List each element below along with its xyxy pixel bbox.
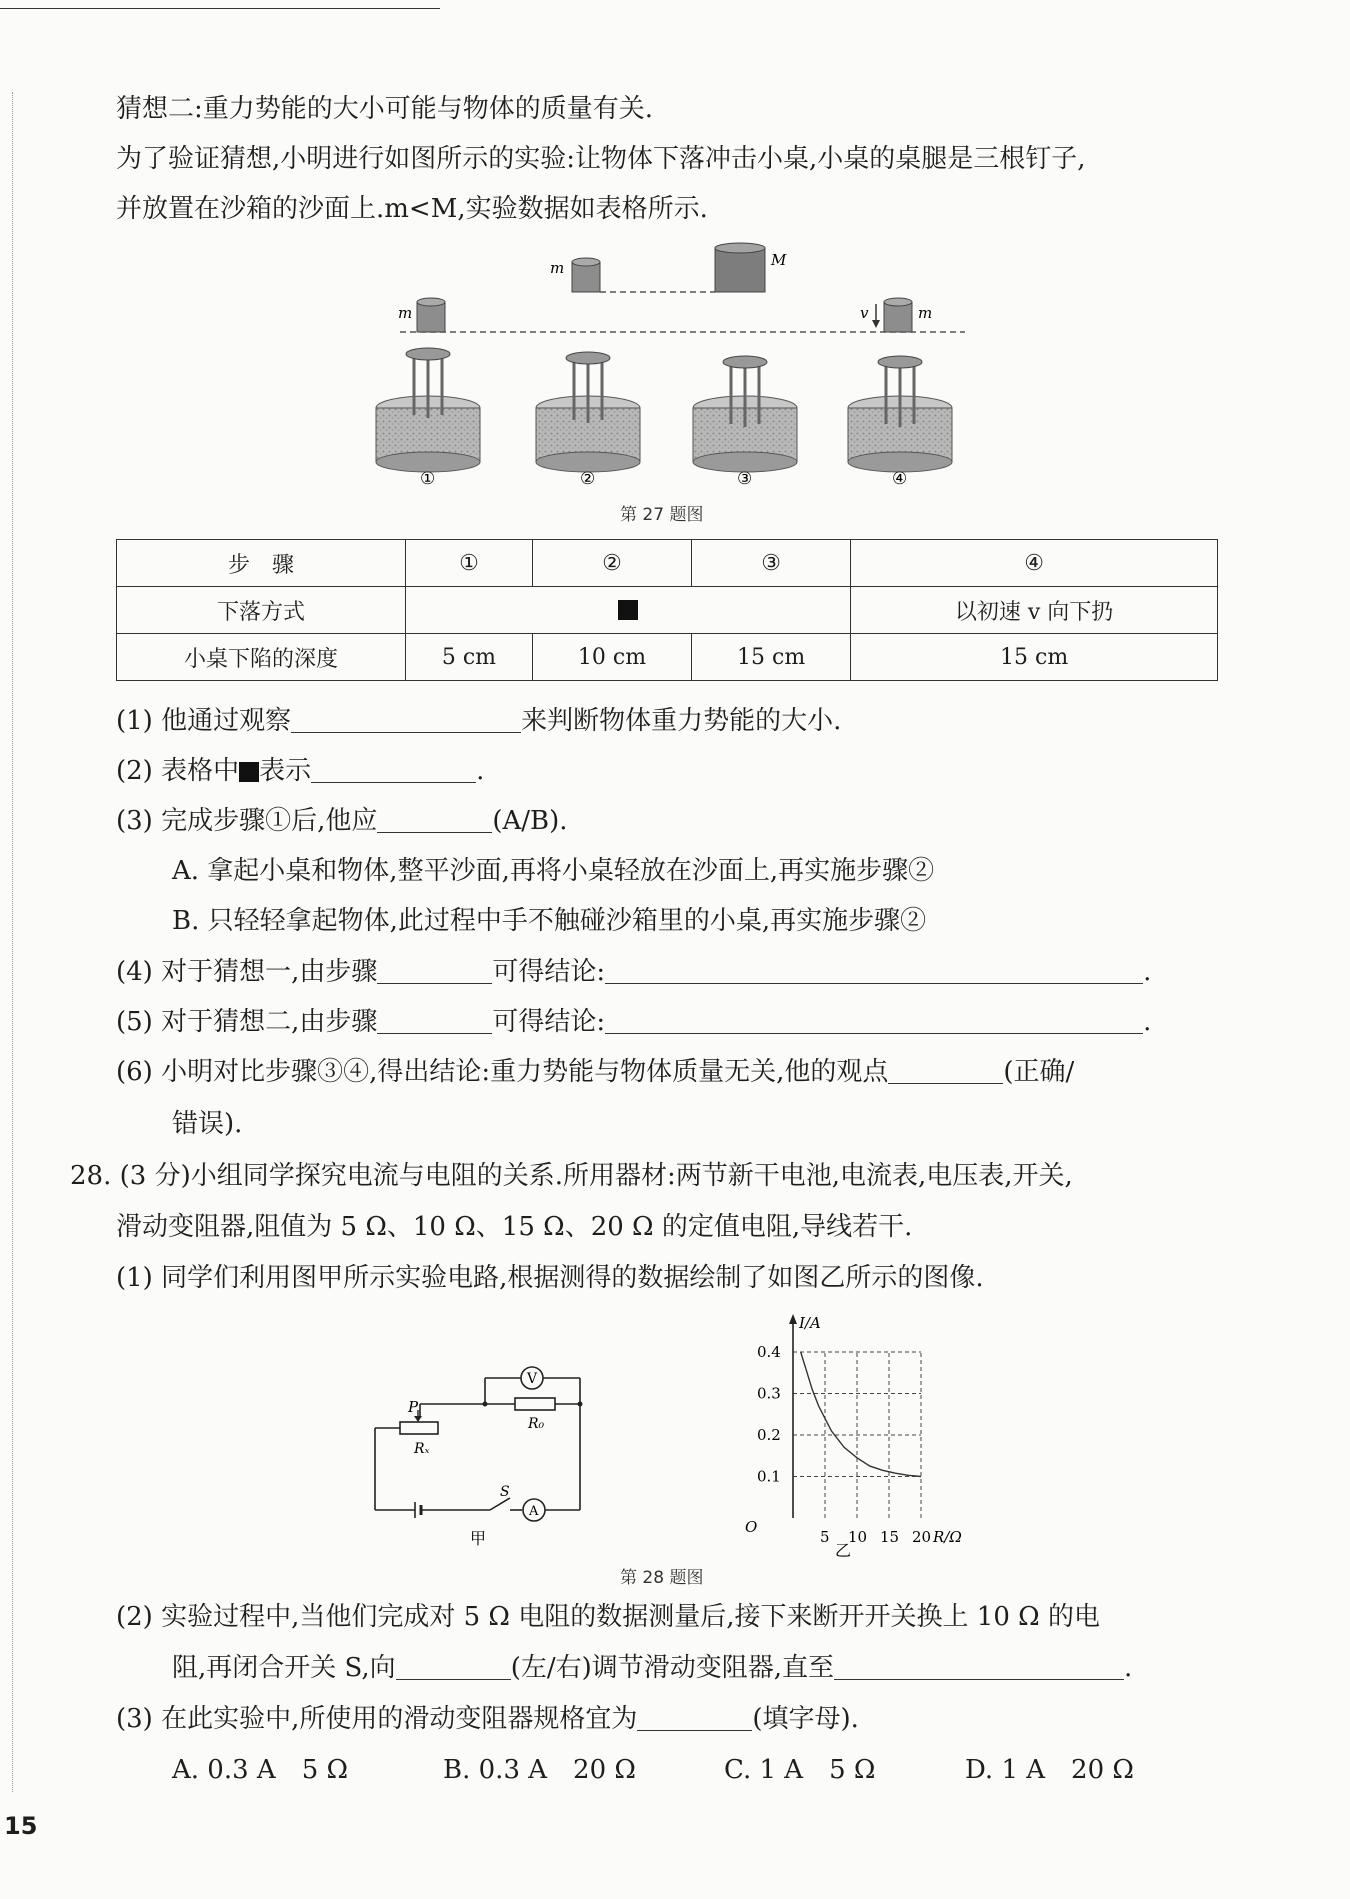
label-m: m bbox=[550, 259, 565, 277]
option-b: B. 0.3 A 20 Ω bbox=[443, 1755, 636, 1785]
q27-4: (4) 对于猜想一,由步骤 可得结论: . bbox=[116, 957, 1152, 987]
page-number: 15 bbox=[4, 1812, 38, 1840]
y-tick-label: 0.4 bbox=[757, 1343, 781, 1361]
label-S: S bbox=[500, 1484, 510, 1500]
q27-1: (1) 他通过观察 来判断物体重力势能的大小. bbox=[116, 706, 842, 736]
sandbox-1 bbox=[376, 348, 480, 472]
answer-blank[interactable] bbox=[291, 706, 521, 733]
guess-two: 猜想二:重力势能的大小可能与物体的质量有关. bbox=[116, 94, 654, 124]
answer-blank[interactable] bbox=[637, 1704, 752, 1731]
y-axis-label: I/A bbox=[799, 1314, 821, 1332]
label-m: m bbox=[918, 304, 933, 322]
intro-line: 为了验证猜想,小明进行如图所示的实验:让物体下落冲击小桌,小桌的桌腿是三根钉子, bbox=[116, 144, 1086, 174]
figure-28-caption: 第 28 题图 bbox=[620, 1568, 704, 1588]
graph-label: 乙 bbox=[835, 1541, 852, 1560]
label-M: M bbox=[771, 251, 787, 269]
step-label: ③ bbox=[737, 469, 753, 489]
table-cell: 以初速 v 向下扔 bbox=[851, 587, 1218, 634]
table-cell: 下落方式 bbox=[117, 587, 406, 634]
table-cell: 步 骤 bbox=[117, 540, 406, 587]
q28-1: (1) 同学们利用图甲所示实验电路,根据测得的数据绘制了如图乙所示的图像. bbox=[116, 1263, 984, 1293]
small-mass-step1 bbox=[417, 298, 445, 332]
table-cell: 5 cm bbox=[406, 634, 533, 681]
option-a: A. 0.3 A 5 Ω bbox=[172, 1755, 349, 1785]
experiment-table bbox=[116, 539, 1218, 681]
q28-head2: 滑动变阻器,阻值为 5 Ω、10 Ω、15 Ω、20 Ω 的定值电阻,导线若干. bbox=[116, 1212, 913, 1242]
small-mass-raised bbox=[572, 258, 600, 292]
intro-line: 并放置在沙箱的沙面上.m<M,实验数据如表格所示. bbox=[116, 194, 708, 224]
y-tick-label: 0.3 bbox=[757, 1384, 781, 1403]
current-resistance-graph bbox=[715, 1310, 975, 1560]
circuit-label: 甲 bbox=[470, 1529, 487, 1548]
answer-blank[interactable] bbox=[888, 1057, 1003, 1084]
answer-blank[interactable] bbox=[396, 1653, 511, 1680]
x-tick-label: 10 bbox=[848, 1528, 868, 1546]
q28-2-cont: 阻,再闭合开关 S,向 (左/右)调节滑动变阻器,直至 . bbox=[172, 1653, 1133, 1683]
circuit-diagram bbox=[360, 1348, 600, 1548]
answer-blank[interactable] bbox=[834, 1653, 1124, 1680]
label-R0: R₀ bbox=[528, 1416, 545, 1432]
answer-blank[interactable] bbox=[605, 957, 1143, 984]
table-row bbox=[117, 634, 1218, 681]
step-label: ④ bbox=[892, 469, 908, 489]
label-P: P bbox=[408, 1398, 419, 1416]
black-square-icon bbox=[239, 762, 259, 782]
figure-27-sand-boxes bbox=[370, 240, 1000, 500]
top-rule bbox=[0, 8, 440, 9]
answer-blank[interactable] bbox=[377, 1007, 492, 1034]
option-b: B. 只轻轻拿起物体,此过程中手不触碰沙箱里的小桌,再实施步骤② bbox=[172, 906, 927, 936]
table-cell: 10 cm bbox=[532, 634, 691, 681]
label-v: v bbox=[860, 304, 869, 322]
table-cell: ② bbox=[532, 540, 691, 587]
step-label: ② bbox=[580, 469, 596, 489]
x-tick-label: 20 bbox=[912, 1528, 932, 1546]
small-mass-step4 bbox=[884, 298, 912, 332]
sandbox-3 bbox=[693, 356, 797, 472]
q27-6-cont: 错误). bbox=[172, 1109, 243, 1139]
black-square-icon bbox=[618, 600, 638, 620]
figure-27-caption: 第 27 题图 bbox=[620, 505, 704, 525]
option-d: D. 1 A 20 Ω bbox=[965, 1755, 1134, 1785]
step-label: ① bbox=[420, 469, 436, 489]
table-cell: ① bbox=[406, 540, 533, 587]
table-cell: ③ bbox=[692, 540, 851, 587]
answer-blank[interactable] bbox=[311, 756, 476, 783]
table-row bbox=[117, 540, 1218, 587]
voltmeter-icon: V bbox=[527, 1371, 538, 1387]
y-tick-label: 0.1 bbox=[757, 1467, 781, 1486]
q28-3: (3) 在此实验中,所使用的滑动变阻器规格宜为 (填字母). bbox=[116, 1704, 859, 1734]
q28-head: 28. (3 分)小组同学探究电流与电阻的关系.所用器材:两节新干电池,电流表,电压表,开关, bbox=[70, 1161, 1073, 1191]
table-cell: ④ bbox=[851, 540, 1218, 587]
q28-2: (2) 实验过程中,当他们完成对 5 Ω 电阻的数据测量后,接下来断开开关换上 10 Ω 的电 bbox=[116, 1602, 1100, 1632]
x-axis-label: R/Ω bbox=[933, 1528, 962, 1546]
answer-blank[interactable] bbox=[377, 806, 492, 833]
option-c: C. 1 A 5 Ω bbox=[724, 1755, 876, 1785]
label-m: m bbox=[398, 304, 413, 322]
x-tick-label: 5 bbox=[820, 1528, 830, 1546]
q27-3: (3) 完成步骤①后,他应 (A/B). bbox=[116, 806, 568, 836]
table-cell: 小桌下陷的深度 bbox=[117, 634, 406, 681]
y-tick-label: 0.2 bbox=[757, 1426, 781, 1444]
x-tick-label: 15 bbox=[880, 1528, 900, 1546]
table-cell: 15 cm bbox=[851, 634, 1218, 681]
sandbox-2 bbox=[536, 352, 640, 472]
binding-margin-dots bbox=[12, 92, 13, 1792]
option-a: A. 拿起小桌和物体,整平沙面,再将小桌轻放在沙面上,再实施步骤② bbox=[172, 856, 935, 886]
answer-blank[interactable] bbox=[605, 1007, 1143, 1034]
table-cell: 15 cm bbox=[692, 634, 851, 681]
origin-label: O bbox=[745, 1518, 758, 1536]
answer-blank[interactable] bbox=[377, 957, 492, 984]
ammeter-icon: A bbox=[529, 1504, 539, 1519]
q27-5: (5) 对于猜想二,由步骤 可得结论: . bbox=[116, 1007, 1152, 1037]
q27-6: (6) 小明对比步骤③④,得出结论:重力势能与物体质量无关,他的观点 (正确/ bbox=[116, 1057, 1075, 1087]
large-mass bbox=[715, 243, 765, 292]
series-line bbox=[801, 1352, 921, 1477]
table-row bbox=[117, 587, 1218, 634]
q27-2: (2) 表格中 表示 . bbox=[116, 756, 485, 786]
label-Rx: Rₓ bbox=[414, 1441, 430, 1457]
sandbox-4 bbox=[848, 356, 952, 472]
table-cell-blank-mark bbox=[406, 587, 851, 634]
